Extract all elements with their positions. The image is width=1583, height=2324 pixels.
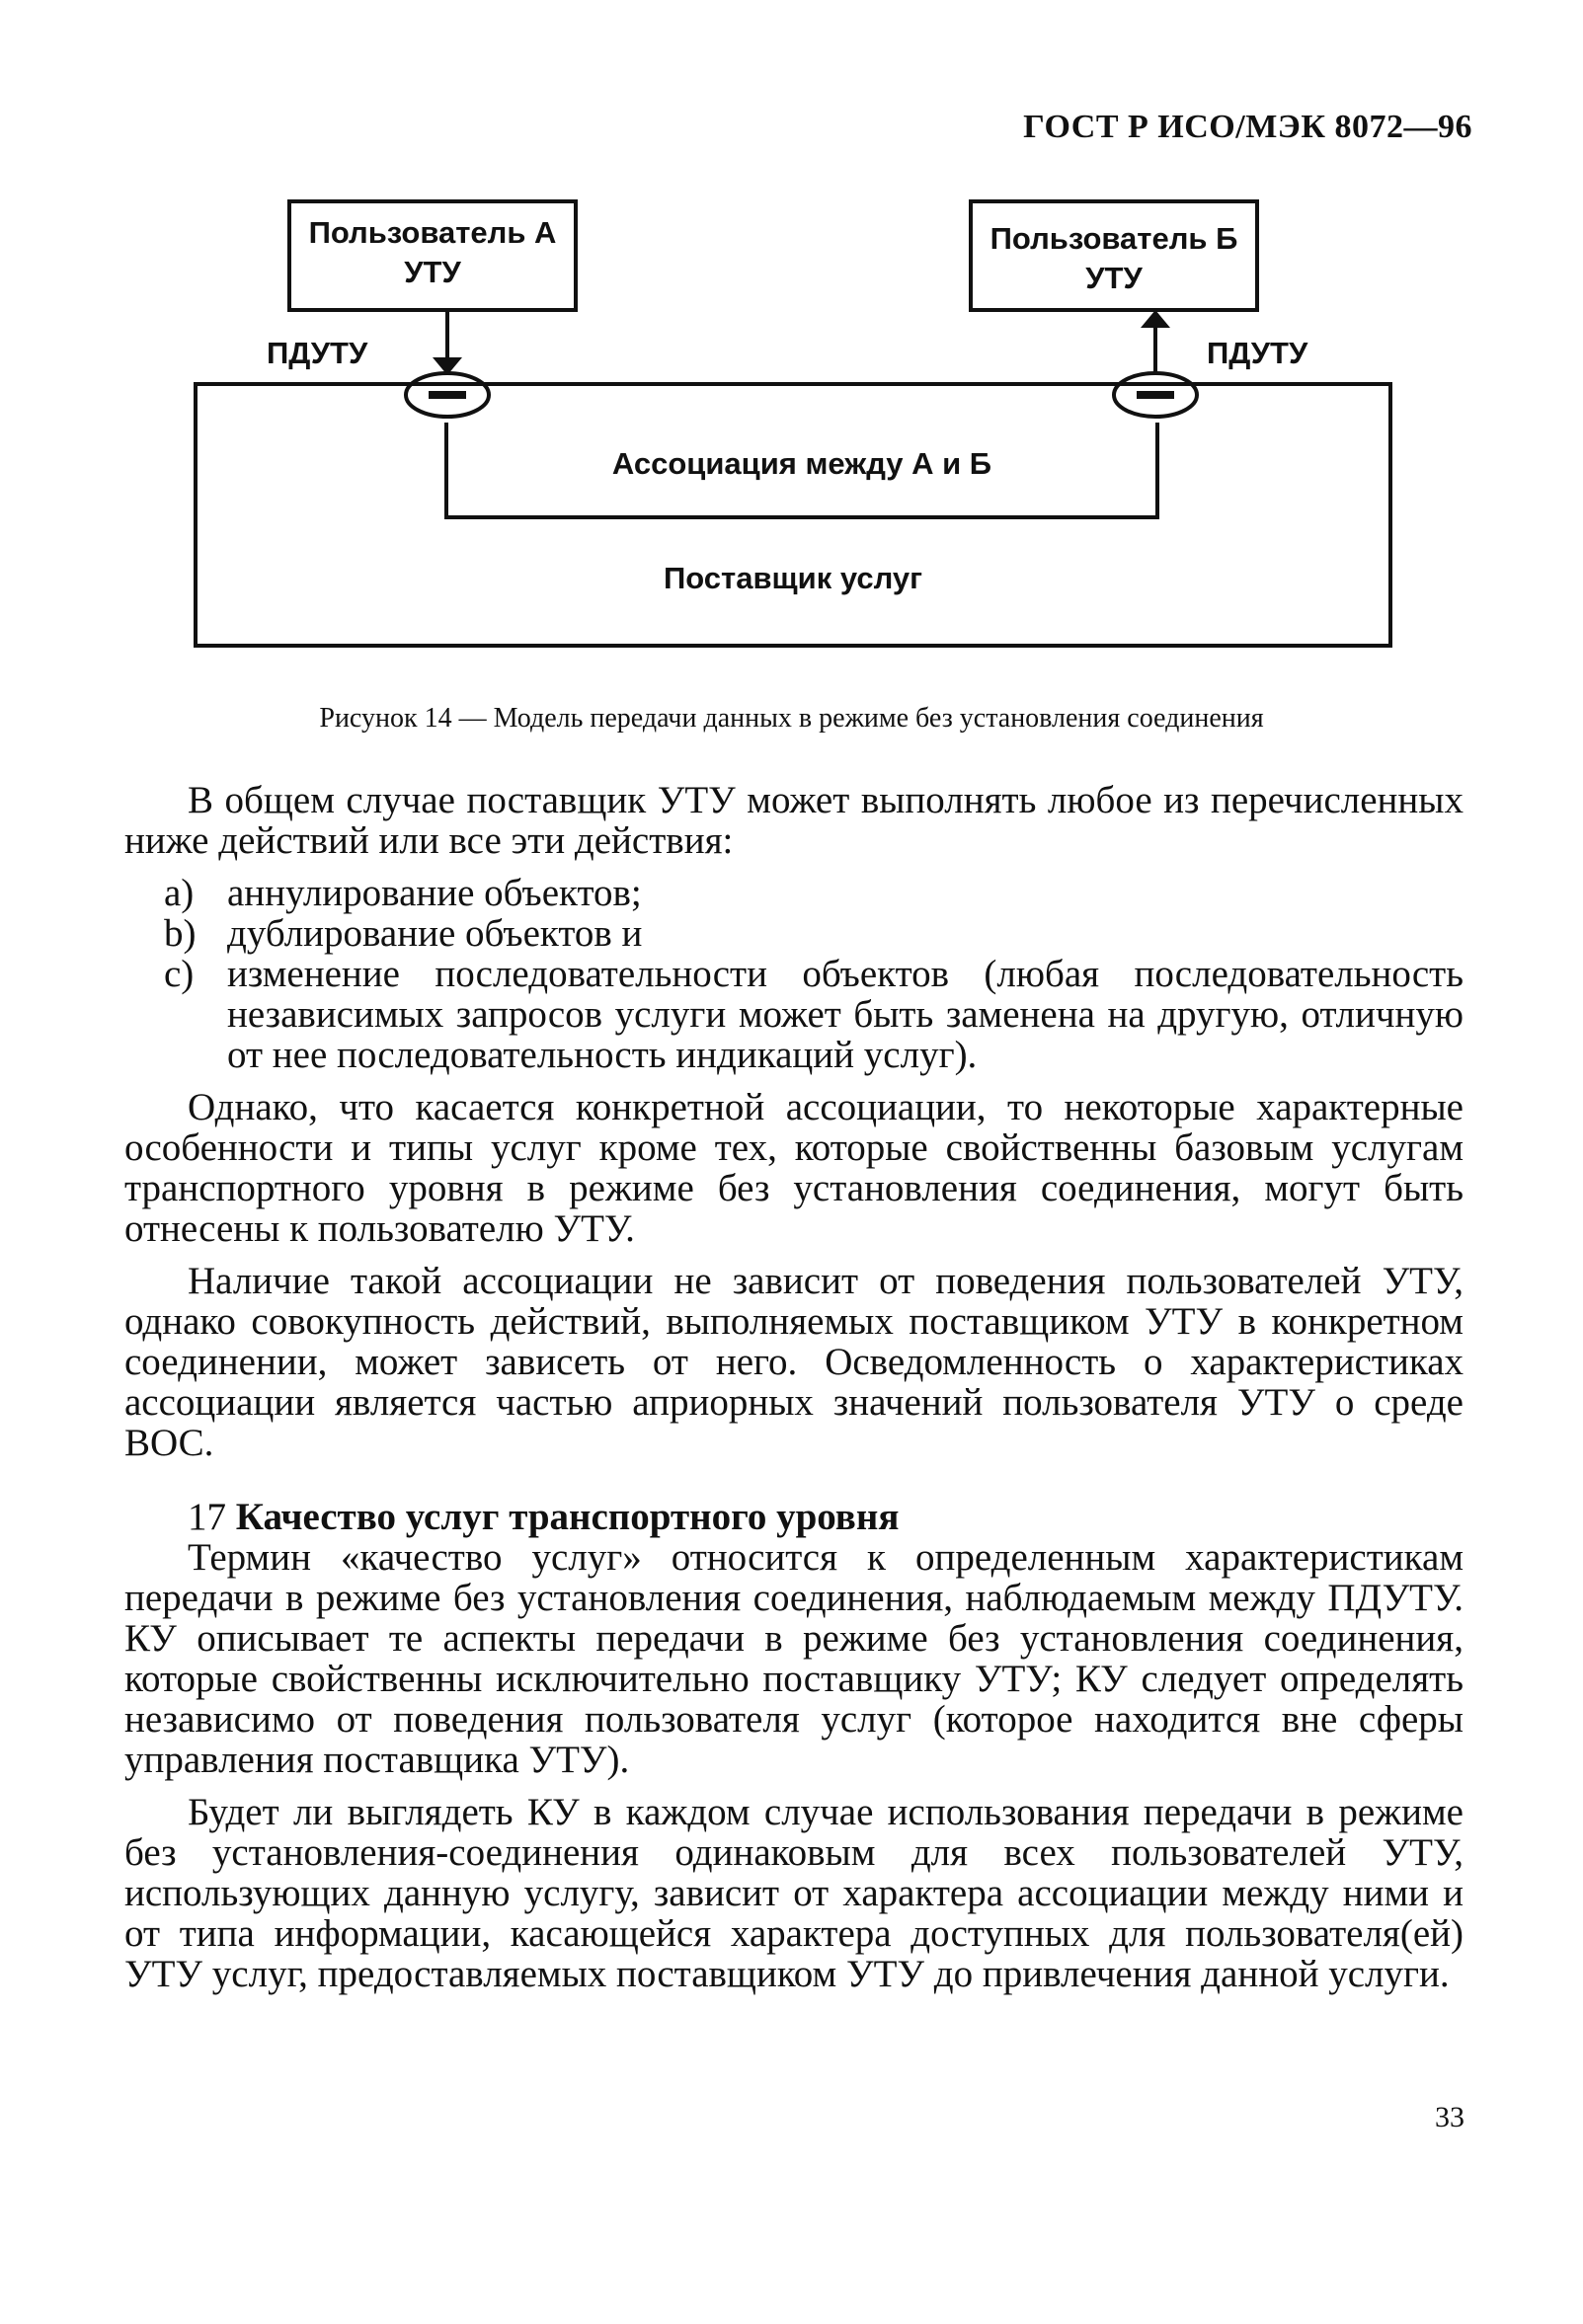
list-item bbox=[124, 913, 1464, 954]
figure-caption: Рисунок 14 — Модель передачи данных в режиме без установления соединения bbox=[319, 703, 1264, 734]
actions-list bbox=[124, 873, 1464, 1075]
document-header: ГОСТ Р ИСО/МЭК 8072—96 bbox=[1023, 109, 1472, 145]
sap-right-label: ПДУТУ bbox=[1207, 336, 1308, 370]
list-text: изменение последовательности объектов (любая последовательность независимых запросов услуги может быть заменена на другую, отличную от нее последовательность индикаций услуг). bbox=[227, 953, 1464, 1076]
arrow-up-icon bbox=[1141, 310, 1170, 328]
body-text bbox=[124, 780, 1464, 2006]
list-marker: a) bbox=[164, 872, 195, 914]
list-item bbox=[124, 954, 1464, 1075]
paragraph-association: Однако, что касается конкретной ассоциации, то некоторые характерные особенности и типы услуг кроме тех, которые свойственны базовым услугам транспортного уровня в режиме без установления соединения, могут быть отнесены к пользователю УТУ. bbox=[124, 1086, 1464, 1250]
association-label: Ассоциация между А и Б bbox=[611, 446, 992, 481]
user-a-label: Пользователь А УТУ bbox=[308, 215, 557, 289]
list-item bbox=[124, 873, 1464, 913]
page-number: 33 bbox=[1435, 2101, 1464, 2133]
paragraph-qos-definition: Термин «качество услуг» относится к определенным характеристикам передачи в режиме без установления соединения, наблюдаемым между ПДУТУ. КУ описывает те аспекты передачи в режиме без установления соединения, которые свойственны исключительно поставщику УТУ; КУ следует определять независимо от поведения пользователя услуг (которое находится вне сферы управления поставщика УТУ). bbox=[124, 1536, 1464, 1781]
provider-label: Поставщик услуг bbox=[663, 561, 923, 595]
paragraph-qos-users: Будет ли выглядеть КУ в каждом случае использования передачи в режиме без установления-соединения одинаковым для всех пользователей УТУ, использующих данную услугу, зависит от характера ассоциации между ними и от типа информации, касающейся характера доступных для пользователя(ей) УТУ услуг, предоставляемых поставщиком УТУ до привлечения данной услуги. bbox=[124, 1791, 1464, 1995]
list-text: аннулирование объектов; bbox=[227, 872, 642, 914]
list-marker: c) bbox=[164, 953, 195, 995]
section-heading bbox=[124, 1497, 1464, 1537]
intro-paragraph: В общем случае поставщик УТУ может выполнять любое из перечисленных ниже действий или все эти действия: bbox=[124, 779, 1464, 862]
section-title: Качество услуг транспортного уровня bbox=[235, 1496, 900, 1538]
provider-box bbox=[196, 384, 1390, 646]
paragraph-awareness: Наличие такой ассоциации не зависит от поведения пользователей УТУ, однако совокупность действий, выполняемых поставщиком УТУ в конкретном соединении, может зависеть от него. Осведомленность о характеристиках ассоциации является частью априорных значений пользователя УТУ о среде ВОС. bbox=[124, 1260, 1464, 1464]
sap-left-label: ПДУТУ bbox=[267, 336, 368, 370]
connectionless-model-diagram bbox=[188, 188, 1402, 671]
list-marker: b) bbox=[164, 912, 197, 955]
list-text: дублирование объектов и bbox=[227, 912, 643, 955]
section-number: 17 bbox=[188, 1496, 226, 1538]
user-b-label: Пользователь Б УТУ bbox=[989, 221, 1238, 295]
